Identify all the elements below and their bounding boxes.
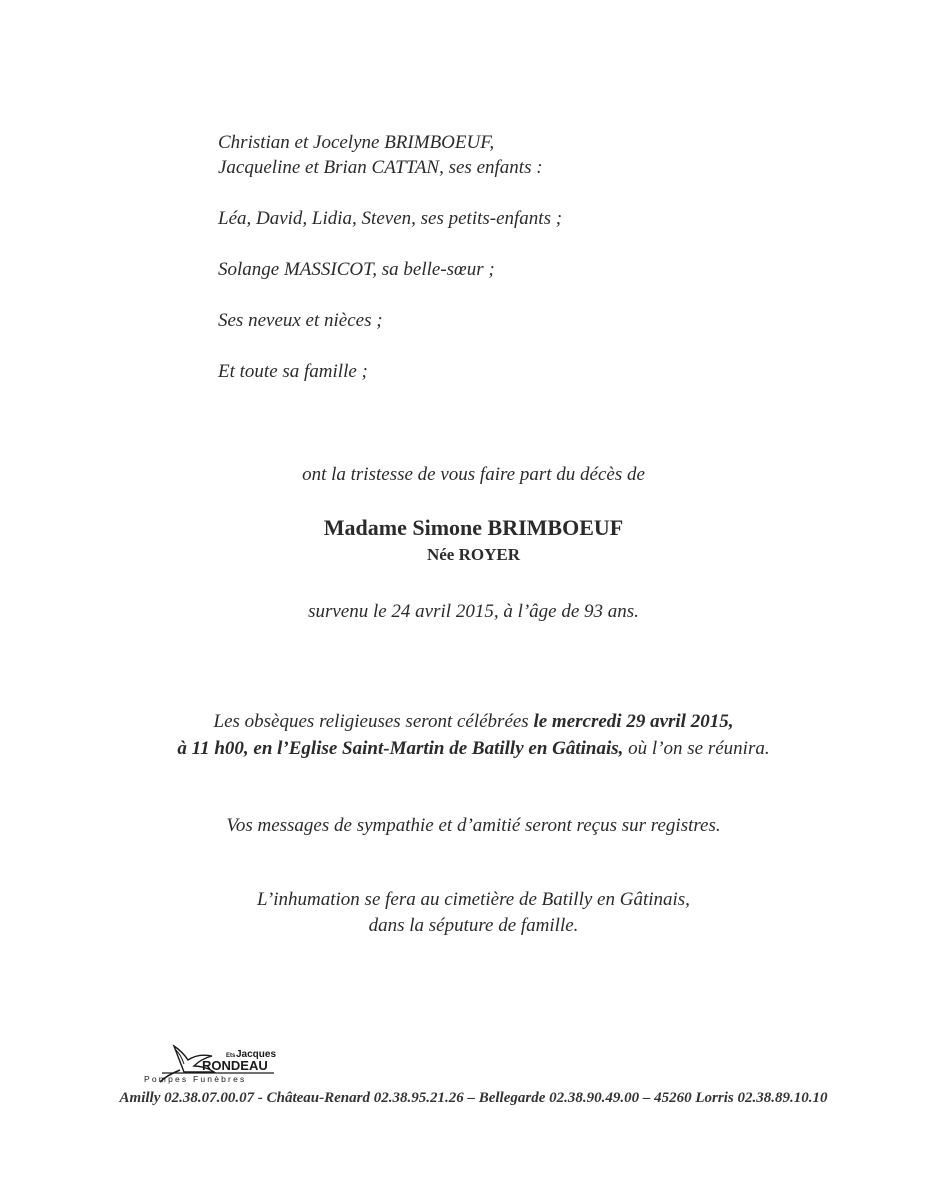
sympathy-note: Vos messages de sympathie et d’amitié seront reçus sur registres. bbox=[226, 815, 721, 836]
announcement-intro: ont la tristesse de vous faire part du décès de bbox=[302, 464, 645, 485]
logo-last-name: RONDEAU bbox=[202, 1058, 268, 1073]
funeral-text-1: Les obsèques religieuses seront célébrées bbox=[213, 711, 534, 732]
maiden-name: Née ROYER bbox=[426, 545, 520, 564]
funeral-details bbox=[0, 708, 947, 762]
family-children-line-1: Christian et Jocelyne BRIMBOEUF, bbox=[218, 132, 495, 153]
family-grandchildren: Léa, David, Lidia, Steven, ses petits-enfants ; bbox=[218, 208, 563, 229]
funeral-line-2 bbox=[0, 735, 947, 762]
deceased-name: Madame Simone BRIMBOEUF bbox=[323, 515, 624, 540]
burial-line-1: L’inhumation se fera au cimetière de Batilly en Gâtinais, bbox=[257, 889, 690, 910]
logo-first-name: Jacques bbox=[236, 1049, 277, 1060]
funeral-home-logo bbox=[140, 1042, 280, 1092]
family-all: Et toute sa famille ; bbox=[218, 361, 368, 382]
death-details: survenu le 24 avril 2015, à l’âge de 93 ans. bbox=[308, 601, 639, 622]
logo-prefix: Ets bbox=[226, 1053, 236, 1059]
family-list bbox=[218, 130, 562, 384]
funeral-date: le mercredi 29 avril 2015, bbox=[533, 711, 734, 732]
logo-tagline: Pompes Funèbres bbox=[144, 1074, 247, 1084]
family-children-line-2: Jacqueline et Brian CATTAN, ses enfants : bbox=[218, 157, 543, 178]
funeral-time-place: à 11 h00, en l’Eglise Saint-Martin de Batilly en Gâtinais, bbox=[177, 738, 624, 759]
burial-line-2: dans la séputure de famille. bbox=[368, 915, 579, 936]
funeral-line-1 bbox=[0, 708, 947, 735]
funeral-text-2: où l’on se réunira. bbox=[623, 738, 770, 759]
contact-footer: Amilly 02.38.07.00.07 - Château-Renard 02.38.95.21.26 – Bellegarde 02.38.90.49.00 – 45260 Lorris 02.38.89.10.10 bbox=[119, 1090, 828, 1106]
burial-details bbox=[0, 887, 947, 939]
dove-logo-icon bbox=[140, 1042, 280, 1092]
family-nephews: Ses neveux et nièces ; bbox=[218, 310, 383, 331]
family-sister-in-law: Solange MASSICOT, sa belle-sœur ; bbox=[218, 259, 495, 280]
